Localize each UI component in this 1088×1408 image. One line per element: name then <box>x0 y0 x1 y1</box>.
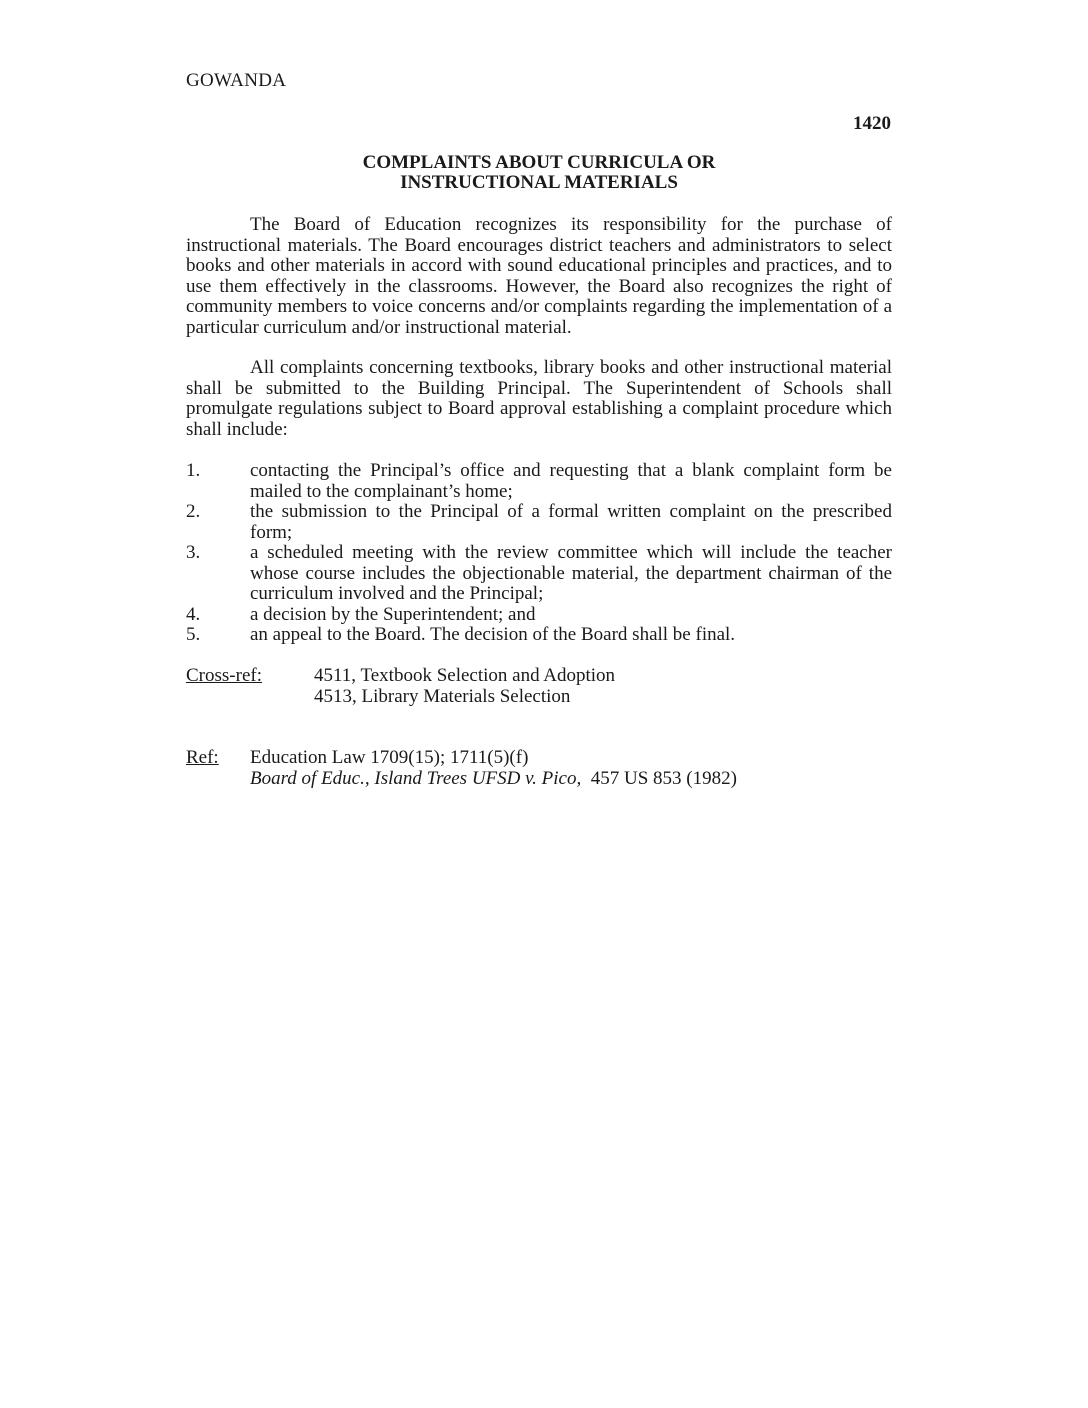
list-number: 1. <box>186 460 201 481</box>
cross-ref-label: Cross-ref: <box>186 665 262 686</box>
list-number: 4. <box>186 603 201 625</box>
list-item <box>186 625 892 646</box>
list-text: an appeal to the Board. The decision of the Board shall be final. <box>250 624 736 645</box>
list-item <box>186 502 892 543</box>
list-text: the submission to the Principal of a formal written complaint on the prescribed form; <box>250 501 892 543</box>
paragraph-complaint-submission: All complaints concerning textbooks, library books and other instructional material shall be submitted to the Building Principal. The Superintendent of Schools shall promulgate regulations subject to Board approval establishing a complaint procedure which shall include: <box>186 357 892 440</box>
ref-label: Ref: <box>186 747 219 768</box>
list-number: 3. <box>186 542 201 563</box>
list-item <box>186 543 892 605</box>
list-text: a scheduled meeting with the review committee which will include the teacher whose course includes the objectionable material, the department chairman of the curriculum involved and the Principal; <box>250 542 892 604</box>
district-name: GOWANDA <box>186 70 287 91</box>
policy-number: 1420 <box>853 113 891 134</box>
list-item <box>186 605 892 626</box>
ref-case-name: Board of Educ., Island Trees UFSD v. Pico, <box>250 767 582 789</box>
list-number: 2. <box>186 501 201 522</box>
policy-title <box>186 153 892 193</box>
complaint-procedure-list <box>186 461 892 646</box>
ref-case <box>250 769 737 790</box>
list-text: a decision by the Superintendent; and <box>250 603 536 625</box>
cross-ref-item: 4513, Library Materials Selection <box>314 685 571 707</box>
title-line-1: COMPLAINTS ABOUT CURRICULA OR <box>362 152 716 173</box>
paragraph-board-responsibility: The Board of Education recognizes its responsibility for the purchase of instructional materials. The Board encourages district teachers and administrators to select books and other materials in accord with sound educational principles and practices, and to use them effectively in the classrooms. However, the Board also recognizes the right of community members to voice concerns and/or complaints regarding the implementation of a particular curriculum and/or instructional material. <box>186 214 892 338</box>
cross-reference-section <box>186 666 615 707</box>
ref-law: Education Law 1709(15); 1711(5)(f) <box>250 747 529 768</box>
list-number: 5. <box>186 624 201 645</box>
list-text: contacting the Principal’s office and requesting that a blank complaint form be mailed to the complainant’s home; <box>250 460 892 502</box>
title-line-2: INSTRUCTIONAL MATERIALS <box>400 172 678 193</box>
ref-case-citation: 457 US 853 (1982) <box>581 767 737 789</box>
cross-ref-item: 4511, Textbook Selection and Adoption <box>314 665 616 686</box>
legal-reference-section <box>186 748 737 789</box>
list-item <box>186 461 892 502</box>
